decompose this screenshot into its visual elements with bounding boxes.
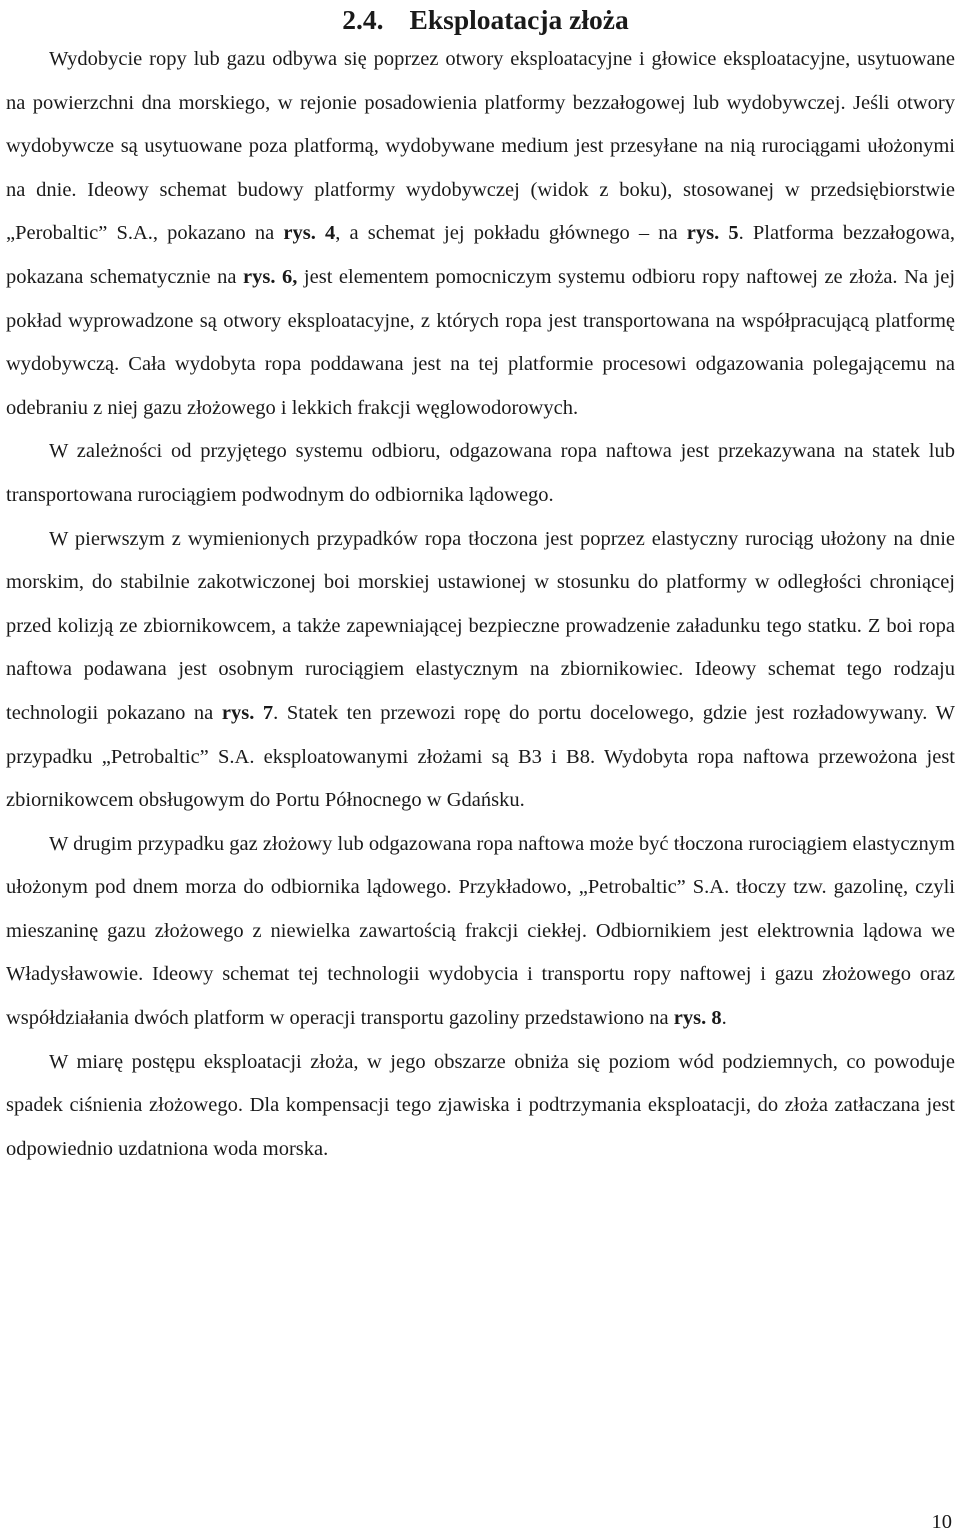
paragraph-1: [6, 38, 955, 430]
paragraph-3: [6, 518, 955, 823]
text-run: W pierwszym z wymienionych przypadków ropa tłoczona jest poprzez elastyczny rurociąg ułożony na dnie morskim, do stabilnie zakotwiczonej boi morskiej ustawionej w stosunku do platformy w odległości chroniącej przed kolizją ze zbiornikowcem, a także zapewniającej bezpieczne prowadzenie załadunku tego statku. Z boi ropa naftowa podawana jest osobnym rurociągiem elastycznym na zbiornikowiec. Ideowy schemat tego rodzaju technologii pokazano na: [6, 527, 955, 724]
section-title: Eksploatacja złoża: [409, 4, 629, 35]
figure-reference: rys. 4: [283, 222, 336, 245]
text-run: Wydobycie ropy lub gazu odbywa się poprzez otwory eksploatacyjne i głowice eksploatacyjne, usytuowane na powierzchni dna morskiego, w rejonie posadowienia platformy bezzałogowej lub wydobywczej. Jeśli otwory wydobywcze są usytuowane poza platformą, wydobywane medium jest przesyłane na nią rurociągami ułożonymi na dnie. Ideowy schemat budowy platformy wydobywczej (widok z boku), stosowanej w przedsiębiorstwie „Perobaltic” S.A., pokazano na: [6, 48, 955, 245]
section-number: 2.4.: [342, 4, 384, 35]
figure-reference: rys. 7: [221, 701, 274, 724]
document-page: [6, 0, 955, 1171]
text-run: W drugim przypadku gaz złożowy lub odgazowana ropa naftowa może być tłoczona rurociągiem elastycznym ułożonym pod dnem morza do odbiornika lądowego. Przykładowo, „Petrobaltic” S.A. tłoczy tzw. gazolinę, czyli mieszaninę gazu złożowego z niewielka zawartością frakcji ciekłej. Odbiornikiem jest elektrownia lądowa we Władysławowie. Ideowy schemat tej technologii wydobycia i transportu ropy naftowej i gazu złożowego oraz współdziałania dwóch platform w operacji transportu gazoliny przedstawiono na: [6, 832, 955, 1030]
text-run: , a schemat jej pokładu głównego – na: [335, 222, 687, 245]
text-run: . Statek ten przewozi ropę do portu docelowego, gdzie jest rozładowywany. W przypadku „Petrobaltic” S.A. eksploatowanymi złożami są B3 i B8. Wydobyta ropa naftowa przewożona jest zbiornikowcem obsługowym do Portu Północnego w Gdańsku.: [6, 701, 955, 812]
text-run: . Platforma bezzałogowa, pokazana schematycznie na: [6, 222, 956, 288]
section-heading: [6, 0, 955, 38]
text-run: .: [721, 1007, 727, 1030]
text-run: W miarę postępu eksploatacji złoża, w jego obszarze obniża się poziom wód podziemnych, co powoduje spadek ciśnienia złożowego. Dla kompensacji tego zjawiska i podtrzymania eksploatacji, do złoża zatłaczana jest odpowiednio uzdatniona woda morska.: [6, 1050, 955, 1160]
paragraph-2: [6, 430, 955, 517]
paragraph-5: [6, 1041, 955, 1172]
text-run: jest elementem pomocniczym systemu odbioru ropy naftowej ze złoża. Na jej pokład wyprowadzone są otwory eksploatacyjne, z których ropa jest transportowana na współpracującą platformę wydobywczą. Cała wydobyta ropa poddawana jest na tej platformie procesowi odgazowania polegającemu na odebraniu z niej gazu złożowego i lekkich frakcji węglowodorowych.: [6, 265, 956, 419]
figure-reference: rys. 8: [673, 1007, 722, 1030]
figure-reference: rys. 5: [686, 222, 739, 245]
figure-reference: rys. 6,: [243, 265, 298, 288]
paragraph-4: [6, 823, 955, 1041]
text-run: W zależności od przyjętego systemu odbioru, odgazowana ropa naftowa jest przekazywana na statek lub transportowana rurociągiem podwodnym do odbiornika lądowego.: [6, 440, 955, 506]
page-number: 10: [931, 1511, 952, 1533]
